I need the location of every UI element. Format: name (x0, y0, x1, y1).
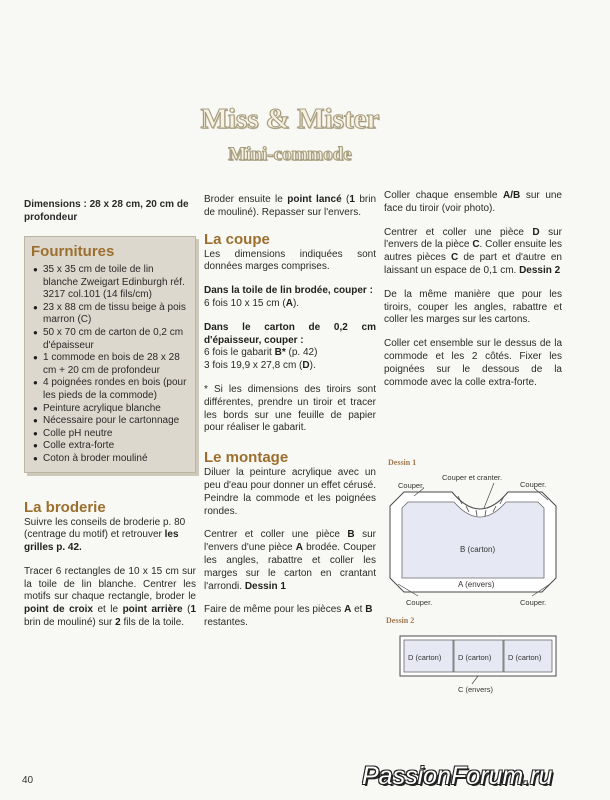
carton-line-1: 6 fois le gabarit B* (p. 42) (204, 347, 318, 359)
fournitures-heading: Fournitures (31, 243, 115, 260)
fournitures-item: ● Nécessaire pour le cartonnage (33, 415, 189, 428)
broderie-paragraph-2: Tracer 6 rectangles de 10 x 15 cm sur la toile de lin blanche. Centrer les motifs sur chaque rectangle, broder le point de croix et le point arrière (1 brin de mouliné) sur 2 fils de la toile. (24, 565, 197, 629)
fournitures-item: ● 50 x 70 cm de carton de 0,2 cm d'épaisseur (33, 327, 189, 352)
fournitures-item: ● 4 poignées rondes en bois (pour les pieds de la commode) (33, 377, 189, 402)
fournitures-box (24, 236, 196, 473)
page-number: 40 (22, 775, 34, 786)
carton-line-2: 3 fois 19,9 x 27,8 cm (D). (204, 360, 316, 372)
montage-paragraph-5: Centrer et coller une pièce D sur l'envers de la pièce C. Coller ensuite les autres pièces C de part et d'autre en laissant un espace de 0,1 cm. Dessin 2 (384, 226, 562, 276)
watermark: PassionForum.ru (362, 762, 553, 790)
column-middle (204, 194, 376, 641)
fournitures-item: ● Peinture acrylique blanche (33, 403, 189, 416)
coupe-paragraph: Les dimensions indiquées sont données marges comprises. (204, 248, 376, 273)
panel-d-2-label: D (carton) (458, 653, 492, 662)
montage-paragraph-2: Centrer et coller une pièce B sur l'envers d'une pièce A brodée. Couper les angles, rabattre et coller les marges sur le carton en crantant l'arrondi. Dessin 1 (204, 529, 376, 592)
dessin-2-label: Dessin 2 (386, 616, 415, 625)
page-subtitle: Mini-commode (228, 144, 352, 165)
fournitures-item: ● 23 x 88 cm de tissu beige à pois marron (C) (33, 302, 189, 327)
couper-top-right: Couper. (520, 480, 547, 489)
point-lance-paragraph: Broder ensuite le point lancé (1 brin de mouliné). Repasser sur l'envers. (204, 194, 377, 218)
dimensions-text: Dimensions : 28 x 28 cm, 20 cm de profondeur (24, 199, 189, 223)
a-envers-label: A (envers) (458, 580, 495, 589)
page-title: Miss & Mister (200, 103, 380, 135)
carton-heading: Dans le carton de 0,2 cm d'épaisseur, couper : (204, 321, 376, 346)
column-left (24, 198, 196, 641)
dessin-1-label: Dessin 1 (388, 458, 417, 467)
c-pointer-line (472, 676, 478, 684)
coupe-heading: La coupe (204, 230, 270, 248)
fournitures-item: ● 1 commode en bois de 28 x 28 cm + 20 cm de profondeur (33, 352, 189, 377)
montage-paragraph-4: Coller chaque ensemble A/B sur une face du tiroir (voir photo). (384, 190, 562, 214)
dessin-2-diagram (394, 628, 562, 698)
montage-paragraph-6: De la même manière que pour les tiroirs, couper les angles, rabattre et coller les marges sur les cartons. (384, 288, 562, 326)
fournitures-item: ● Coton à broder mouliné (33, 453, 189, 466)
toile-line: 6 fois 10 x 15 cm (A). (204, 297, 300, 309)
panel-d-3-label: D (carton) (508, 653, 542, 662)
panel-d-1-label: D (carton) (408, 653, 442, 662)
dessin-1-diagram (384, 468, 564, 612)
column-right (384, 190, 562, 400)
couper-bottom-left: Couper. (406, 598, 433, 607)
couper-bottom-right: Couper. (520, 598, 547, 607)
broderie-heading: La broderie (24, 498, 106, 516)
fournitures-item: ● Colle pH neutre (33, 428, 189, 441)
couper-cranter: Couper et cranter. (442, 473, 503, 482)
couper-top-left: Couper. (398, 481, 425, 490)
montage-heading: Le montage (204, 449, 289, 467)
montage-paragraph-3: Faire de même pour les pièces A et B restantes. (204, 604, 373, 629)
fournitures-item: ● 35 x 35 cm de toile de lin blanche Zweigart Edinburgh réf. 3217 col.101 (14 fils/cm) (33, 264, 189, 302)
gabarit-note: * Si les dimensions des tiroirs sont différentes, prendre un tiroir et tracer les bords sur une feuille de papier pour réaliser le gabarit. (204, 383, 376, 434)
montage-paragraph-7: Coller cet ensemble sur le dessus de la commode et les 2 côtés. Fixer les poignées sur le dessous de la commode avec la colle extra-forte. (384, 338, 562, 388)
c-envers-label: C (envers) (458, 685, 494, 694)
fournitures-list (31, 264, 189, 466)
broderie-paragraph-1: Suivre les conseils de broderie p. 80 (centrage du motif) et retrouver les grilles p. 42. (24, 516, 186, 554)
toile-heading: Dans la toile de lin brodée, couper : (204, 285, 373, 297)
b-carton-label: B (carton) (460, 545, 496, 554)
fournitures-item: ● Colle extra-forte (33, 440, 189, 453)
montage-paragraph-1: Diluer la peinture acrylique avec un peu d'eau pour donner un effet cérusé. Peindre la commode et les poignées rondes. (204, 467, 376, 517)
